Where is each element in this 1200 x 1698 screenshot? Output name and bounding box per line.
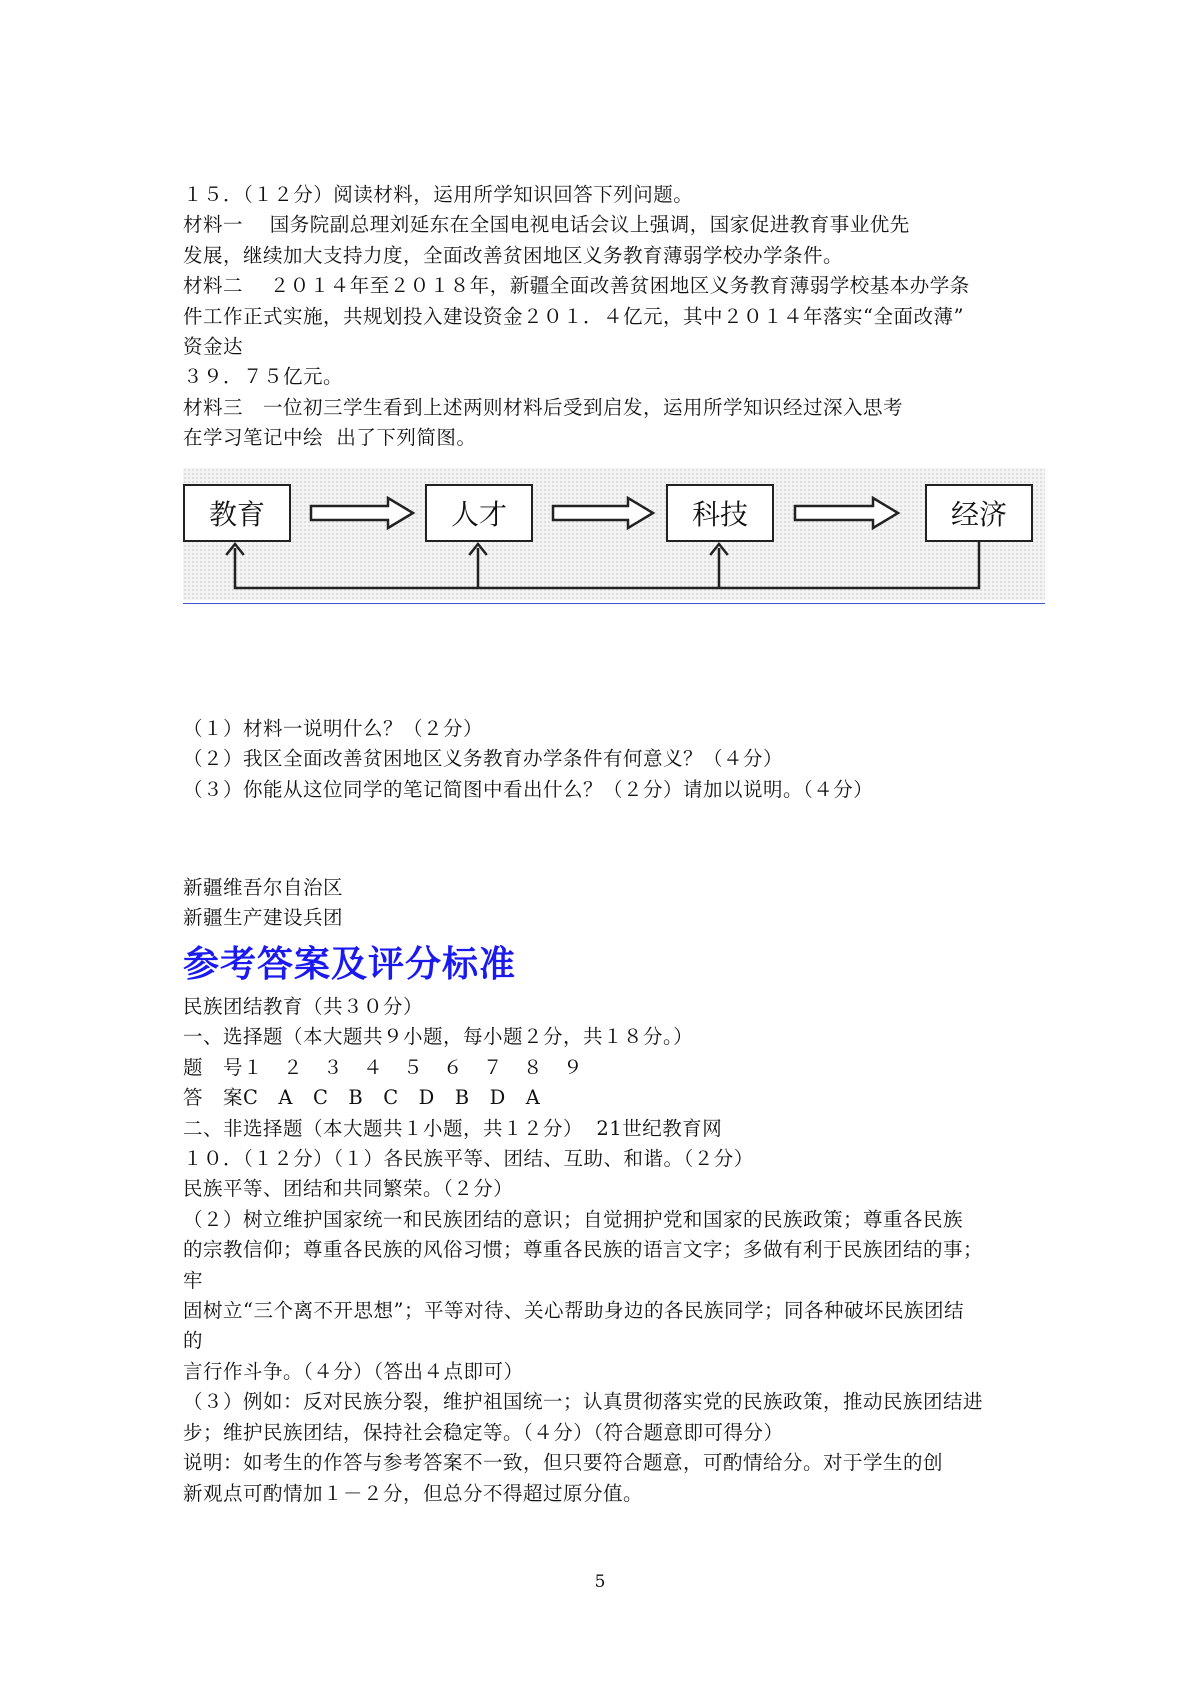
flow-diagram bbox=[183, 468, 1045, 600]
diagram-arrows bbox=[183, 468, 1045, 600]
node-education: 教育 bbox=[183, 484, 291, 542]
question-line: 材料二 ２０１４年至２０１８年，新疆全面改善贫困地区义务教育薄弱学校基本办学条 bbox=[183, 274, 970, 298]
node-technology: 科技 bbox=[666, 484, 774, 542]
answer-line: １０．（１２分）（１）各民族平等、团结、互助、和谐。（２分） bbox=[183, 1147, 754, 1171]
answer-line: 答 案C A C B C D B D A bbox=[183, 1086, 541, 1110]
question-line: 材料一 国务院副总理刘延东在全国电视电话会议上强调，国家促进教育事业优先 bbox=[183, 213, 910, 237]
node-talent: 人才 bbox=[425, 484, 533, 542]
answer-line: 说明：如考生的作答与参考答案不一致，但只要符合题意，可酌情给分。对于学生的创 bbox=[183, 1451, 944, 1475]
subquestion: （３）你能从这位同学的笔记简图中看出什么？（２分）请加以说明。（４分） bbox=[183, 777, 874, 801]
answer-line: 民族平等、团结和共同繁荣。（２分） bbox=[183, 1177, 514, 1201]
question-line: ３９．７５亿元。 bbox=[183, 365, 344, 389]
answer-line: 言行作斗争。（４分）（答出４点即可） bbox=[183, 1359, 524, 1383]
answer-line: （２）树立维护国家统一和民族团结的意识；自觉拥护党和国家的民族政策；尊重各民族 bbox=[183, 1207, 964, 1231]
answer-line: （３）例如：反对民族分裂，维护祖国统一；认真贯彻落实党的民族政策，推动民族团结进 bbox=[183, 1390, 984, 1414]
question-line: 件工作正式实施，共规划投入建设资金２０１．４亿元，其中２０１４年落实“全面改薄” bbox=[183, 304, 964, 328]
node-economy: 经济 bbox=[925, 484, 1033, 542]
question-15 bbox=[183, 180, 1063, 454]
answer-line: 牢 bbox=[183, 1268, 204, 1292]
answer-line: 新观点可酌情加１－２分，但总分不得超过原分值。 bbox=[183, 1481, 644, 1505]
answer-line: 的宗教信仰；尊重各民族的风俗习惯；尊重各民族的语言文字；多做有利于民族团结的事； bbox=[183, 1238, 984, 1262]
answer-line: 步；维护民族团结，保持社会稳定等。（４分）（符合题意即可得分） bbox=[183, 1420, 784, 1444]
answer-line: 一、选择题（本大题共９小题，每小题２分，共１８分。） bbox=[183, 1025, 694, 1049]
hollow-arrow-right-icon bbox=[311, 498, 413, 528]
feedback-line bbox=[235, 542, 979, 588]
region-line: 新疆生产建设兵团 bbox=[183, 906, 344, 930]
answer-key bbox=[183, 992, 1063, 1509]
subquestion: （２）我区全面改善贫困地区义务教育办学条件有何意义？（４分） bbox=[183, 747, 784, 771]
divider-line bbox=[183, 603, 1045, 604]
answer-line: 民族团结教育（共３０分） bbox=[183, 995, 424, 1018]
region-line: 新疆维吾尔自治区 bbox=[183, 876, 344, 899]
page-number: 5 bbox=[594, 1572, 606, 1592]
hollow-arrow-right-icon bbox=[795, 498, 898, 528]
question-line: 发展，继续加大支持力度，全面改善贫困地区义务教育薄弱学校办学条件。 bbox=[183, 243, 844, 267]
region-header bbox=[183, 873, 1063, 934]
question-line: 材料三 一位初三学生看到上述两则材料后受到启发，运用所学知识经过深入思考 bbox=[183, 395, 904, 419]
question-line: １５．（１２分）阅读材料，运用所学知识回答下列问题。 bbox=[183, 183, 694, 206]
answer-line: 二、非选择题（本大题共１小题，共１２分） 21世纪教育网 bbox=[183, 1116, 723, 1140]
answer-line: 题 号１ ２ ３ ４ ５ ６ ７ ８ ９ bbox=[183, 1055, 584, 1079]
answer-heading: 参考答案及评分标准 bbox=[183, 944, 517, 985]
question-line: 在学习笔记中绘 出了下列简图。 bbox=[183, 426, 477, 450]
hollow-arrow-right-icon bbox=[553, 498, 653, 528]
subquestions bbox=[183, 714, 1063, 805]
answer-line: 固树立“三个离不开思想”；平等对待、关心帮助身边的各民族同学；同各种破坏民族团结 bbox=[183, 1299, 964, 1323]
answer-line: 的 bbox=[183, 1329, 204, 1353]
question-line: 资金达 bbox=[183, 335, 244, 359]
subquestion: （１）材料一说明什么？（２分） bbox=[183, 717, 484, 740]
